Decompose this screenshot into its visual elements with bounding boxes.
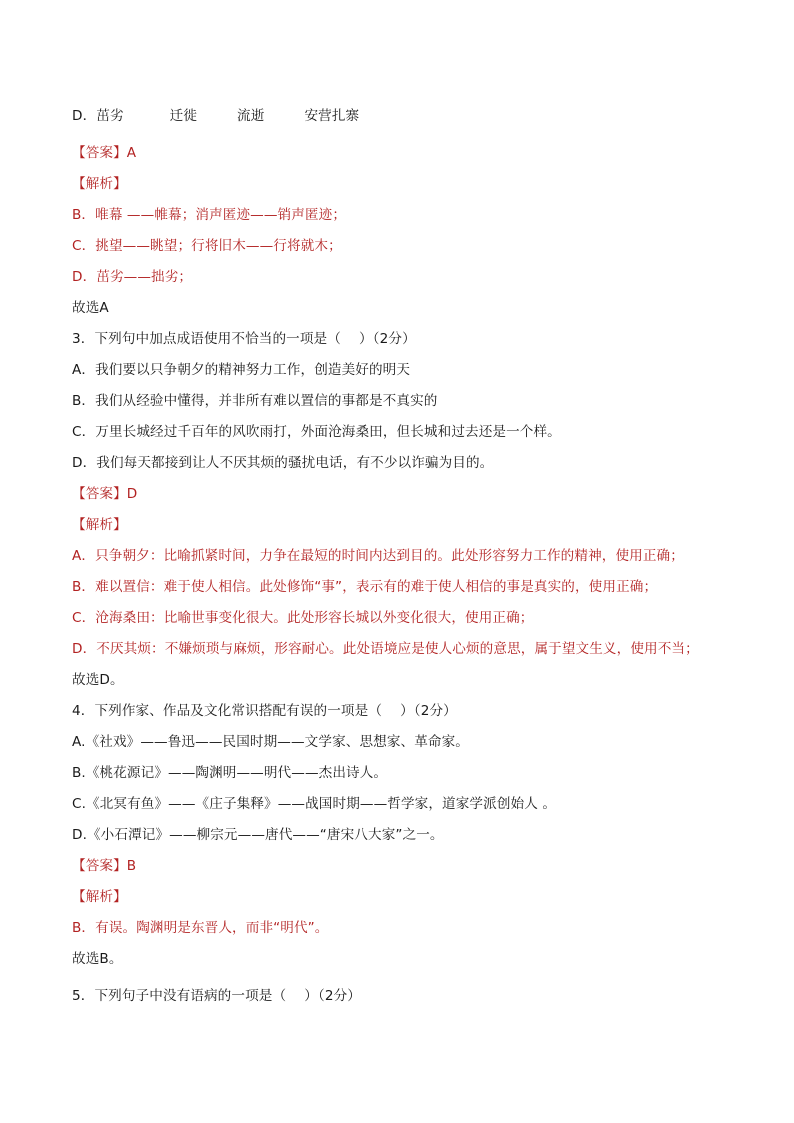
q4-answer (72, 856, 136, 876)
q2-answer-value: A (126, 145, 137, 161)
q2-analysis-line: C．挑望——眺望；行将旧木——行将就木； (72, 238, 342, 254)
q4-option-d: D.《小石潭记》——柳宗元——唐代——“唐宋八大家”之一。 (72, 827, 444, 843)
q3-option-d: D．我们每天都接到让人不厌其烦的骚扰电话，有不少以诈骗为目的。 (72, 455, 494, 471)
q4-option-c: C.《北冥有鱼》——《庄子集释》——战国时期——哲学家，道家学派创始人 。 (72, 796, 557, 812)
q3-answer (72, 484, 137, 504)
q3-question: 3．下列句中加点成语使用不恰当的一项是（ ）（2分） (72, 331, 416, 347)
q3-option-b: B．我们从经验中懂得，并非所有难以置信的事都是不真实的 (72, 393, 438, 409)
q5-question: 5．下列句子中没有语病的一项是（ ）（2分） (72, 988, 361, 1004)
q3-answer-value: D (126, 486, 138, 502)
q3-analysis-line: B．难以置信：难于使人相信。此处修饰“事”，表示有的难于使人相信的事是真实的，使用正确； (72, 579, 658, 595)
q4-answer-tag: 【答案】 (72, 858, 127, 874)
q2-option-d-word-2: 迁徙 (169, 108, 198, 124)
q3-analysis-tag: 【解析】 (72, 517, 127, 533)
q3-analysis-line: A．只争朝夕：比喻抓紧时间，力争在最短的时间内达到目的。此处形容努力工作的精神，使用正确； (72, 548, 684, 564)
q4-conclusion: 故选B。 (72, 951, 123, 967)
q2-analysis-line: D．茁劣——拙劣； (72, 269, 193, 285)
q2-answer-tag: 【答案】 (72, 145, 127, 161)
q3-answer-tag: 【答案】 (72, 486, 127, 502)
q2-option-d-word-3: 流逝 (237, 108, 265, 124)
q4-analysis-tag: 【解析】 (72, 889, 127, 905)
q4-option-a: A.《社戏》——鲁迅——民国时期——文学家、思想家、革命家。 (72, 734, 470, 750)
q3-analysis-line: D．不厌其烦：不嫌烦琐与麻烦，形容耐心。此处语境应是使人心烦的意思，属于望文生义，使用不当； (72, 641, 699, 657)
q3-analysis-line: C．沧海桑田：比喻世事变化很大。此处形容长城以外变化很大，使用正确； (72, 610, 534, 626)
q4-question: 4．下列作家、作品及文化常识搭配有误的一项是（ ）（2分） (72, 703, 457, 719)
q2-analysis-tag: 【解析】 (72, 176, 127, 192)
q2-option-d-label: D．茁劣 (72, 108, 124, 124)
q2-conclusion: 故选A (72, 300, 109, 316)
q2-option-d-word-4: 安营扎寨 (304, 108, 360, 124)
q3-option-c: C．万里长城经过千百年的风吹雨打，外面沧海桑田，但长城和过去还是一个样。 (72, 424, 561, 440)
q4-analysis-line: B．有误。陶渊明是东晋人，而非“明代”。 (72, 920, 329, 936)
q3-option-a: A．我们要以只争朝夕的精神努力工作，创造美好的明天 (72, 362, 411, 378)
q3-conclusion: 故选D。 (72, 672, 124, 688)
q4-answer-value: B (126, 858, 137, 874)
q2-answer (72, 143, 136, 163)
q2-option-d (72, 106, 359, 126)
q2-analysis-line: B．唯幕 ——帷幕；消声匿迹——销声匿迹； (72, 207, 347, 223)
q4-option-b: B.《桃花源记》——陶渊明——明代——杰出诗人。 (72, 765, 388, 781)
